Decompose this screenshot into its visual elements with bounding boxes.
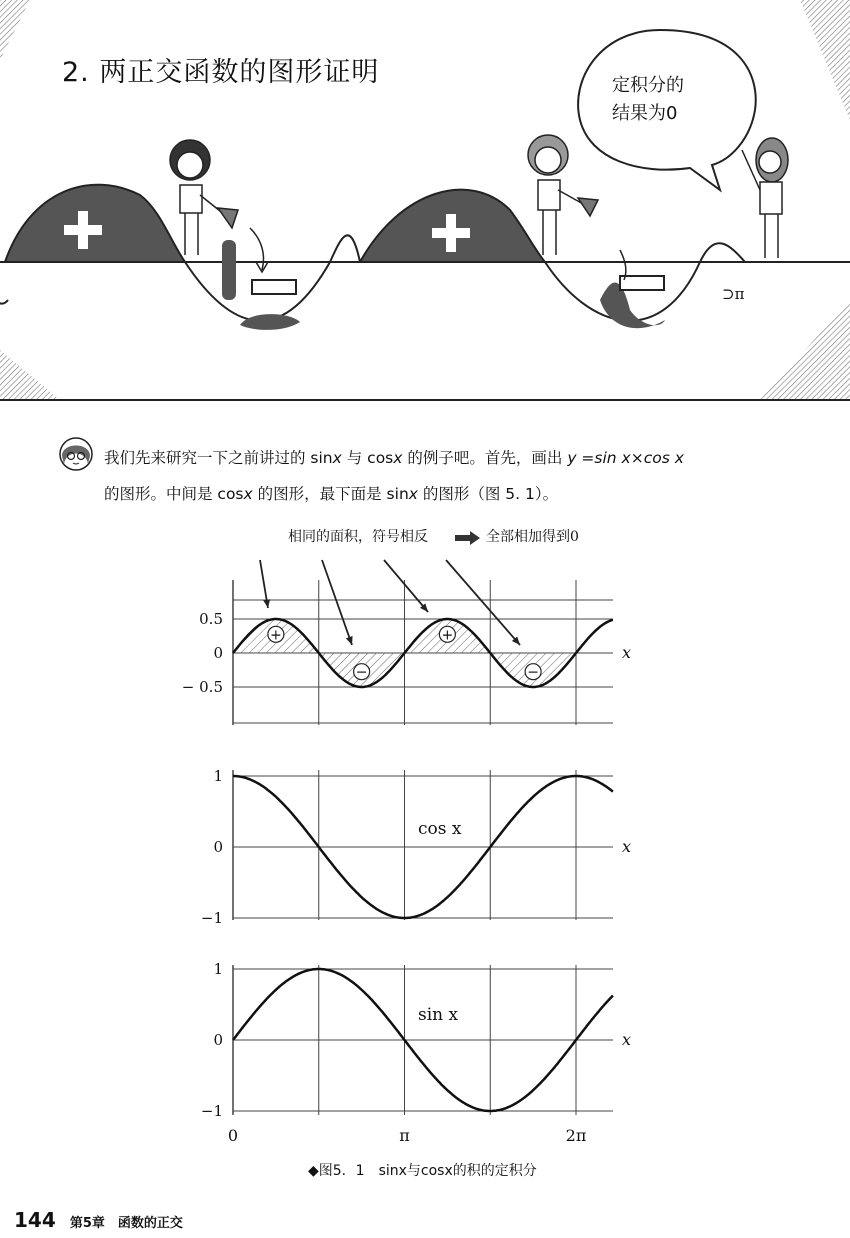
character-right — [742, 138, 788, 258]
para-var: x — [393, 449, 403, 467]
region-sign: − — [355, 664, 368, 681]
annotation-arrow — [384, 560, 428, 612]
x-axis-label: x — [622, 837, 632, 856]
section-title: 2. 两正交函数的图形证明 — [62, 57, 380, 88]
region-sign: − — [527, 664, 539, 681]
para-text: 的图形，最下面是 sin — [252, 485, 409, 503]
para-var: x — [408, 485, 418, 503]
y-tick-label: −1 — [200, 1102, 223, 1120]
series-label: sin x — [418, 1005, 459, 1025]
x-tick-label: π — [399, 1126, 410, 1145]
annotation-right: 全部相加得到0 — [486, 529, 579, 545]
y-tick-label: 0 — [213, 1031, 223, 1049]
annotation-arrow — [322, 560, 352, 645]
pi-label: ⊃π — [722, 285, 745, 303]
border-hatch-right — [800, 0, 850, 120]
para-text: 的例子吧。首先，画出 — [402, 449, 568, 467]
speech-bubble-text — [612, 72, 722, 128]
para-var: x — [332, 449, 342, 467]
intro-line-2 — [104, 476, 804, 512]
para-var: x — [243, 485, 253, 503]
minus-box-1 — [252, 280, 296, 294]
character-middle — [528, 135, 598, 255]
page-footer — [14, 1208, 183, 1232]
series-label: cos x — [418, 819, 462, 839]
para-text: 的图形。中间是 cos — [104, 485, 244, 503]
intro-line-1 — [104, 440, 804, 476]
page-number: 144 — [14, 1208, 56, 1232]
y-tick-label: −1 — [200, 909, 223, 927]
positive-hill-1 — [5, 185, 185, 262]
x-axis-label: x — [622, 1030, 632, 1049]
border-hatch-bottom-right — [760, 300, 850, 400]
intro-paragraph — [104, 440, 804, 512]
y-tick-label: 1 — [213, 767, 223, 785]
narrator-avatar-icon — [58, 436, 94, 472]
chapter-label: 第5章 函数的正交 — [69, 1216, 183, 1231]
annotation-arrowhead — [346, 636, 353, 645]
annotation-left: 相同的面积，符号相反 — [288, 529, 428, 545]
y-tick-label: − 0.5 — [181, 678, 223, 696]
para-text: 的图形（图 5. 1）。 — [417, 485, 559, 503]
x-tick-label: 0 — [227, 1126, 239, 1145]
y-tick-label: 0 — [213, 838, 223, 856]
para-formula: y =sin x×cos x — [567, 449, 684, 467]
border-hatch-left — [0, 0, 30, 60]
character-left — [170, 140, 238, 255]
figure-charts — [0, 520, 850, 1160]
annotation-arrowhead — [263, 599, 270, 608]
arrow-right-icon — [455, 531, 480, 545]
chart-layer — [182, 560, 631, 1145]
x-axis-label: x — [622, 643, 632, 662]
y-tick-label: 0.5 — [199, 610, 223, 628]
figure-caption: ◆图5．1 sinx与cosx的积的定积分 — [308, 1163, 537, 1179]
region-sign: + — [270, 627, 282, 644]
para-text: 与 cos — [341, 449, 394, 467]
para-text: 我们先来研究一下之前讲过的 sin — [104, 449, 333, 467]
y-tick-label: 0 — [213, 644, 223, 662]
x-tick-label: 2π — [565, 1126, 587, 1145]
region-sign: + — [441, 627, 454, 644]
speech-bubble-line-1: 定积分的 — [612, 75, 684, 96]
minus-box-2 — [620, 276, 664, 290]
speech-bubble-line-2: 结果为0 — [612, 103, 678, 124]
border-hatch-bottom-left — [0, 350, 60, 400]
y-tick-label: 1 — [213, 960, 223, 978]
